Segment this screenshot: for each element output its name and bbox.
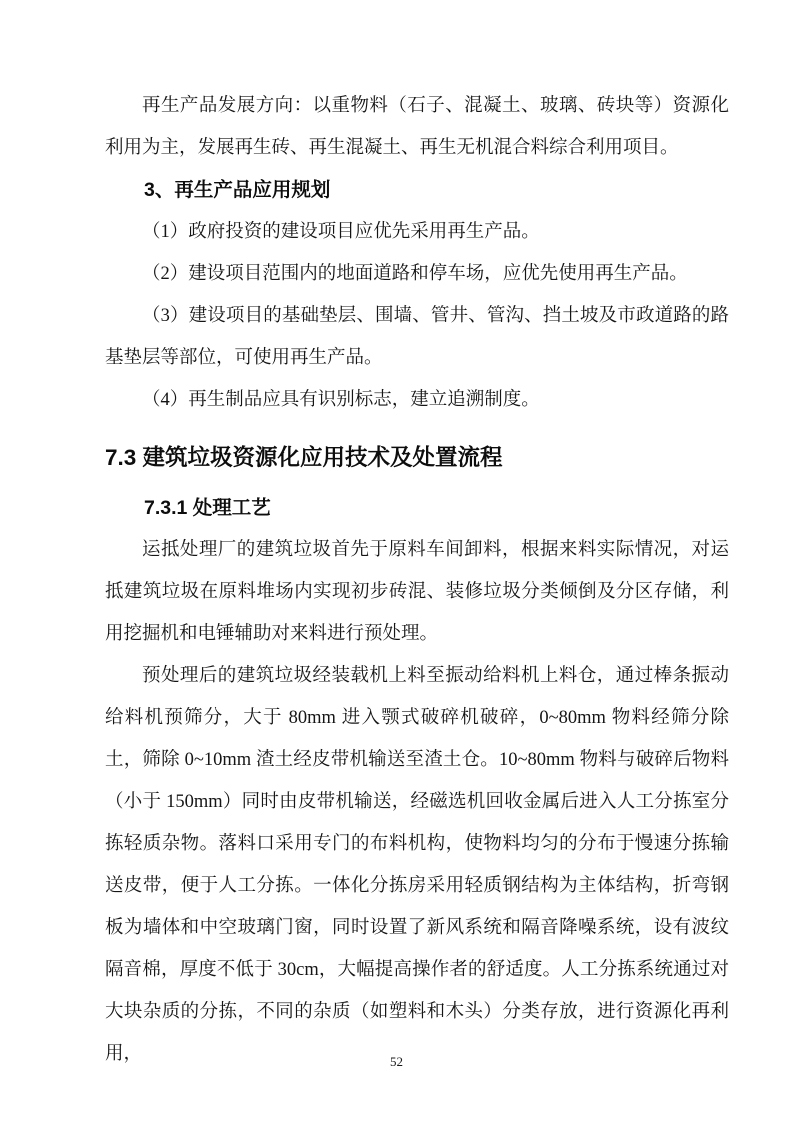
- section-7-3-heading: 7.3 建筑垃圾资源化应用技术及处置流程: [105, 445, 503, 470]
- section-3-heading: 3、再生产品应用规划: [144, 179, 331, 201]
- list-item-2: （2）建设项目范围内的地面道路和停车场，应优先使用再生产品。: [142, 264, 688, 284]
- list-item-3: （3）建设项目的基础垫层、围墙、管井、管沟、挡土坡及市政道路的路基垫层等部位，可使用再生产品。: [105, 306, 729, 368]
- list-item-1: （1）政府投资的建设项目应优先采用再生产品。: [142, 222, 540, 242]
- process-paragraph-1: 运抵处理厂的建筑垃圾首先于原料车间卸料，根据来料实际情况，对运抵建筑垃圾在原料堆场内实现初步砖混、装修垃圾分类倾倒及分区存储，利用挖掘机和电锤辅助对来料进行预处理。: [105, 540, 729, 644]
- page-content: [105, 85, 729, 1075]
- section-7-3-1-heading: 7.3.1 处理工艺: [144, 497, 271, 519]
- page-number: 52: [390, 1054, 403, 1069]
- process-paragraph-2: 预处理后的建筑垃圾经装载机上料至振动给料机上料仓，通过棒条振动给料机预筛分，大于 80mm 进入颚式破碎机破碎，0~80mm 物料经筛分除土，筛除 0~10mm 渣土经皮带机输送至渣土仓。10~80mm 物料与破碎后物料（小于 150mm）同时由皮带机输送，经磁选机回收金属后进入人工分拣室分拣轻质杂物。落料口采用专门的布料机构，使物料均匀的分布于慢速分拣输送皮带，便于人工分拣。一体化分拣房采用轻质钢结构为主体结构，折弯钢板为墙体和中空玻璃门窗，同时设置了新风系统和隔音降噪系统，设有波纹隔音棉，厚度不低于 30cm，大幅提高操作者的舒适度。人工分拣系统通过对大块杂质的分拣，不同的杂质（如塑料和木头）分类存放，进行资源化再利用，: [105, 666, 729, 1064]
- intro-paragraph: 再生产品发展方向：以重物料（石子、混凝土、玻璃、砖块等）资源化利用为主，发展再生砖、再生混凝土、再生无机混合料综合利用项目。: [105, 96, 729, 158]
- list-item-4: （4）再生制品应具有识别标志，建立追溯制度。: [142, 390, 540, 410]
